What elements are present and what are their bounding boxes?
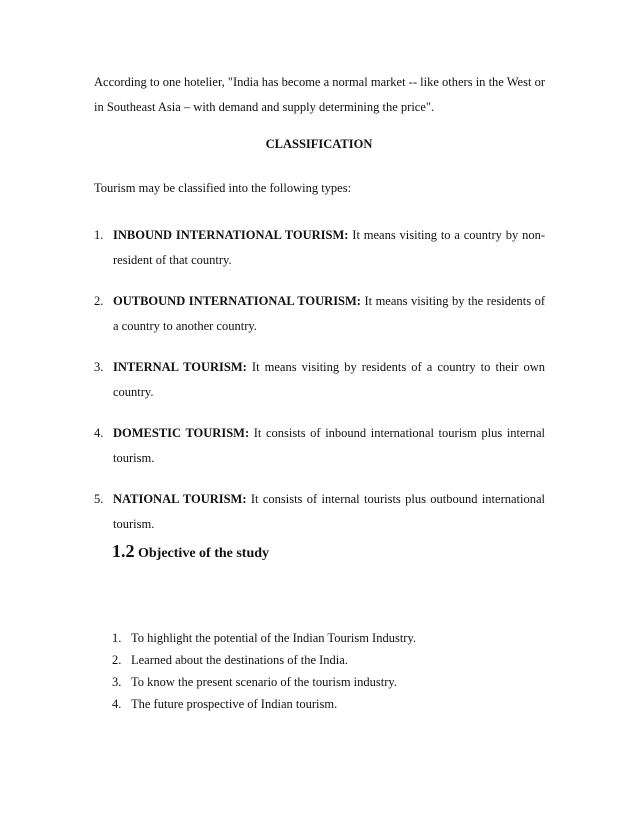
list-number: 1. — [94, 228, 104, 242]
section-number: 1.2 — [112, 541, 135, 561]
list-number: 2. — [94, 294, 104, 308]
term-description: It means visiting to a country by non-resident of that country. — [113, 228, 545, 267]
objective-text: To know the present scenario of the tourism industry. — [131, 675, 397, 689]
objective-text: Learned about the destinations of the India. — [131, 653, 348, 667]
term-label: OUTBOUND INTERNATIONAL TOURISM: — [113, 294, 361, 308]
section-title: Objective of the study — [138, 546, 270, 561]
objective-number: 2. — [112, 653, 122, 667]
list-item — [94, 487, 545, 537]
classification-heading: CLASSIFICATION — [265, 137, 373, 151]
term-label: INBOUND INTERNATIONAL TOURISM: — [113, 228, 349, 242]
term-description: It consists of inbound international tourism plus internal tourism. — [113, 426, 545, 465]
objective-item — [112, 650, 348, 670]
objective-item — [112, 672, 397, 692]
list-item — [94, 421, 545, 471]
term-label: DOMESTIC TOURISM: — [113, 426, 250, 440]
objective-text: The future prospective of Indian tourism. — [131, 697, 338, 711]
list-item — [94, 355, 545, 405]
objective-item — [112, 628, 416, 648]
term-label: NATIONAL TOURISM: — [113, 492, 247, 506]
objective-text: To highlight the potential of the Indian Tourism Industry. — [131, 631, 417, 645]
list-number: 4. — [94, 426, 104, 440]
objective-number: 4. — [112, 697, 122, 711]
section-heading — [112, 541, 269, 562]
objective-number: 1. — [112, 631, 122, 645]
term-description: It means visiting by residents of a country to their own country. — [113, 360, 545, 399]
term-description: It means visiting by the residents of a country to another country. — [113, 294, 545, 333]
list-item — [94, 289, 545, 339]
intro-paragraph: According to one hotelier, "India has become a normal market -- like others in the West or in Southeast Asia – with demand and supply determining the price". — [94, 75, 545, 114]
list-number: 3. — [94, 360, 104, 374]
list-item — [94, 223, 545, 273]
lead-paragraph: Tourism may be classified into the following types: — [94, 181, 352, 195]
list-number: 5. — [94, 492, 104, 506]
objective-item — [112, 694, 337, 714]
term-description: It consists of internal tourists plus outbound international tourism. — [113, 492, 545, 531]
term-label: INTERNAL TOURISM: — [113, 360, 247, 374]
objective-number: 3. — [112, 675, 122, 689]
